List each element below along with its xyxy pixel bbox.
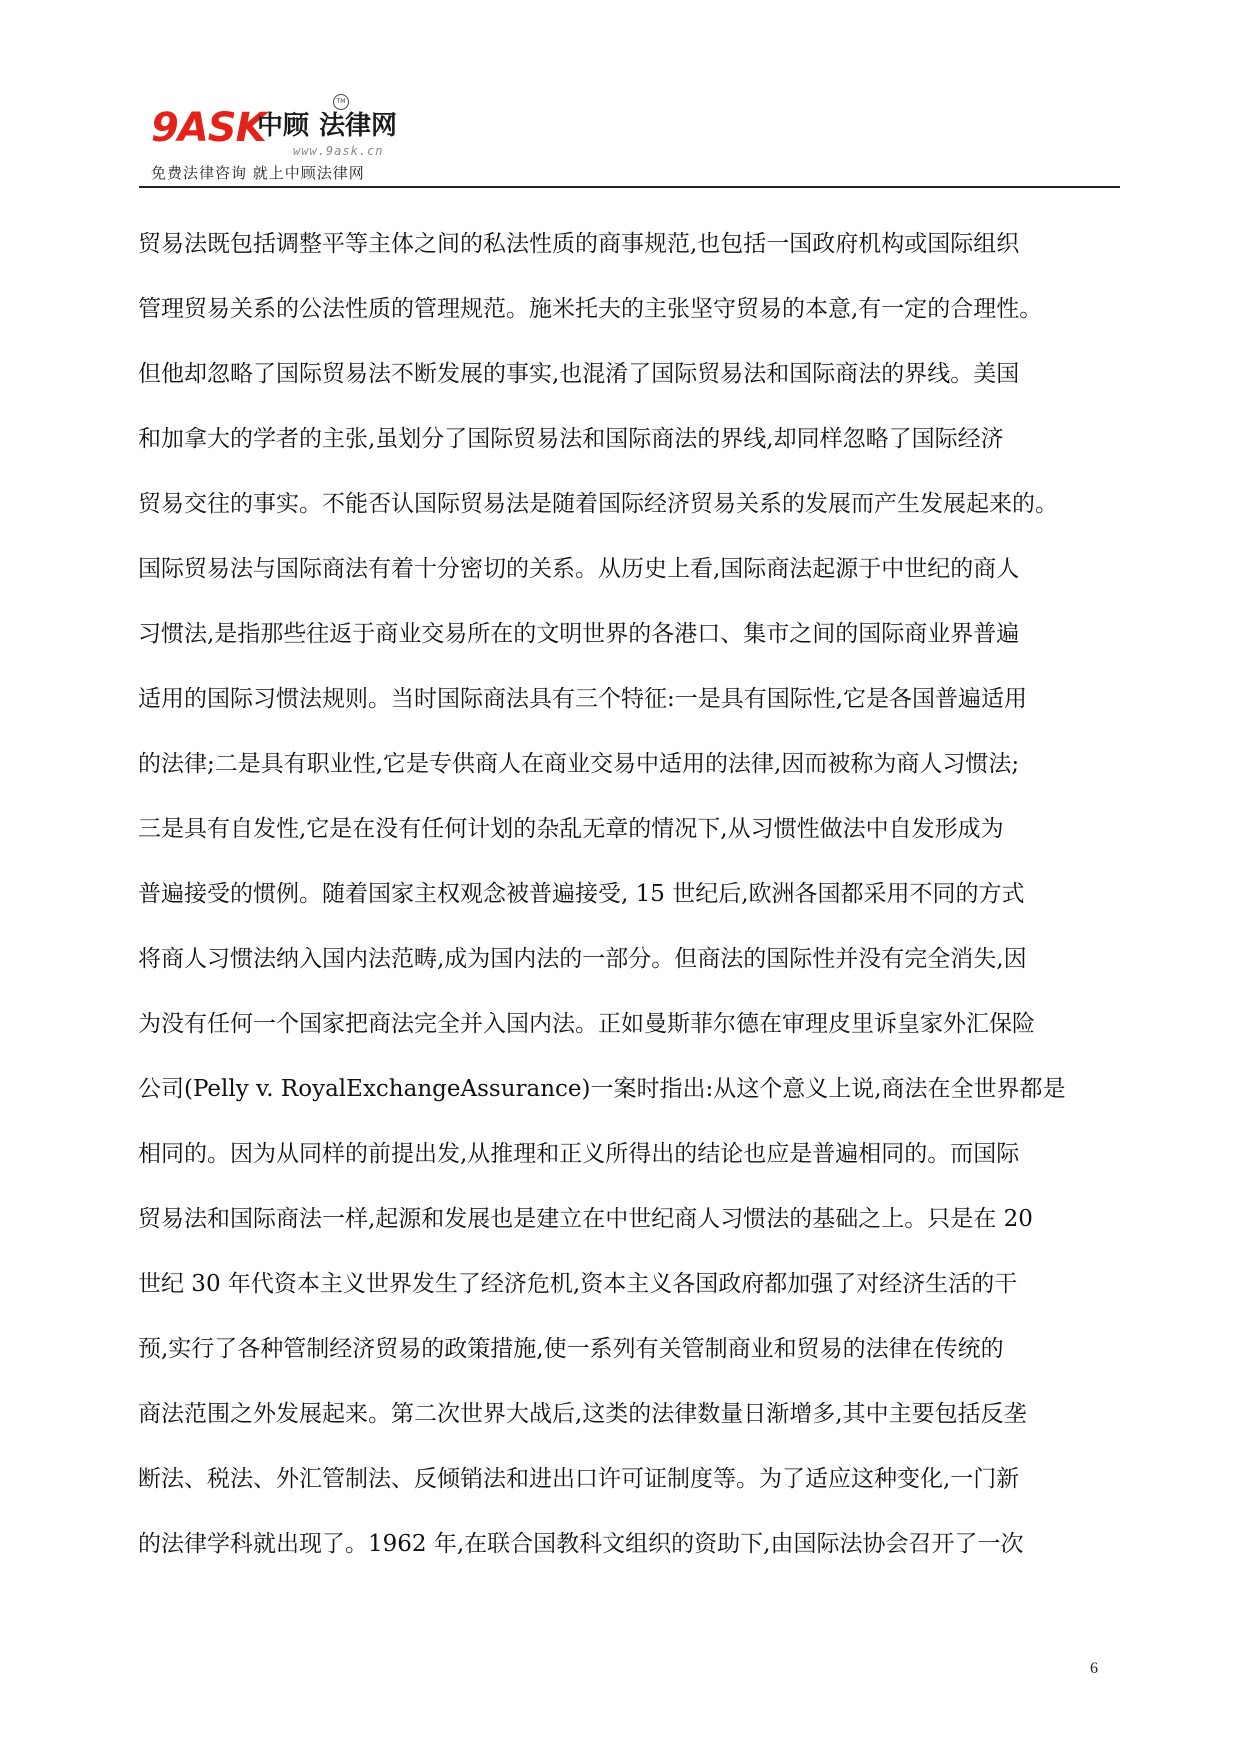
text-line: 管理贸易关系的公法性质的管理规范。施米托夫的主张坚守贸易的本意,有一定的合理性。 (138, 296, 1043, 322)
body-text (138, 224, 1120, 1589)
text-line: 世纪 30 年代资本主义世界发生了经济危机,资本主义各国政府都加强了对经济生活的干 (138, 1271, 1018, 1297)
logo-brand-name-part1: 中顾 (257, 111, 310, 141)
logo-mark: 9ASK (151, 105, 266, 151)
text-line: 贸易交往的事实。不能否认国际贸易法是随着国际经济贸易关系的发展而产生发展起来的。 (138, 491, 1058, 517)
text-line: 但他却忽略了国际贸易法不断发展的事实,也混淆了国际贸易法和国际商法的界线。美国 (138, 361, 1020, 387)
site-logo[interactable] (151, 100, 481, 184)
text-line: 贸易法既包括调整平等主体之间的私法性质的商事规范,也包括一国政府机构或国际组织 (138, 231, 1020, 257)
logo-brand-name (257, 110, 397, 142)
logo-url: www.9ask.cn (293, 144, 384, 158)
text-line: 普遍接受的惯例。随着国家主权观念被普遍接受, 15 世纪后,欧洲各国都采用不同的方式 (138, 881, 1025, 907)
logo-brand-name-part2: 法律网 (319, 111, 398, 141)
text-line: 贸易法和国际商法一样,起源和发展也是建立在中世纪商人习惯法的基础之上。只是在 20 (138, 1206, 1033, 1232)
text-line: 习惯法,是指那些往返于商业交易所在的文明世界的各港口、集市之间的国际商业界普遍 (138, 621, 1020, 647)
text-line: 相同的。因为从同样的前提出发,从推理和正义所得出的结论也应是普遍相同的。而国际 (138, 1141, 1020, 1167)
text-line: 国际贸易法与国际商法有着十分密切的关系。从历史上看,国际商法起源于中世纪的商人 (138, 556, 1020, 582)
text-line: 的法律;二是具有职业性,它是专供商人在商业交易中适用的法律,因而被称为商人习惯法; (138, 751, 1020, 777)
header-divider (139, 186, 1120, 188)
text-line: 和加拿大的学者的主张,虽划分了国际贸易法和国际商法的界线,却同样忽略了国际经济 (138, 426, 1004, 452)
text-line: 预,实行了各种管制经济贸易的政策措施,使一系列有关管制商业和贸易的法律在传统的 (138, 1336, 1004, 1362)
page-number: 6 (1090, 1660, 1098, 1677)
text-line: 适用的国际习惯法规则。当时国际商法具有三个特征:一是具有国际性,它是各国普遍适用 (138, 686, 1028, 712)
logo-slogan: 免费法律咨询 就上中顾法律网 (151, 164, 365, 182)
text-line: 商法范围之外发展起来。第二次世界大战后,这类的法律数量日渐增多,其中主要包括反垄 (138, 1401, 1027, 1427)
text-line: 的法律学科就出现了。1962 年,在联合国教科文组织的资助下,由国际法协会召开了一次 (138, 1531, 1024, 1557)
text-line: 公司(Pelly v. RoyalExchangeAssurance)一案时指出:从这个意义上说,商法在全世界都是 (138, 1076, 1066, 1102)
text-line: 将商人习惯法纳入国内法范畴,成为国内法的一部分。但商法的国际性并没有完全消失,因 (138, 946, 1027, 972)
text-line: 三是具有自发性,它是在没有任何计划的杂乱无章的情况下,从习惯性做法中自发形成为 (138, 816, 1004, 842)
page-header (139, 96, 1120, 188)
trademark-icon: TM (333, 94, 349, 110)
text-line: 为没有任何一个国家把商法完全并入国内法。正如曼斯菲尔德在审理皮里诉皇家外汇保险 (138, 1011, 1035, 1037)
text-line: 断法、税法、外汇管制法、反倾销法和进出口许可证制度等。为了适应这种变化,一门新 (138, 1466, 1020, 1492)
